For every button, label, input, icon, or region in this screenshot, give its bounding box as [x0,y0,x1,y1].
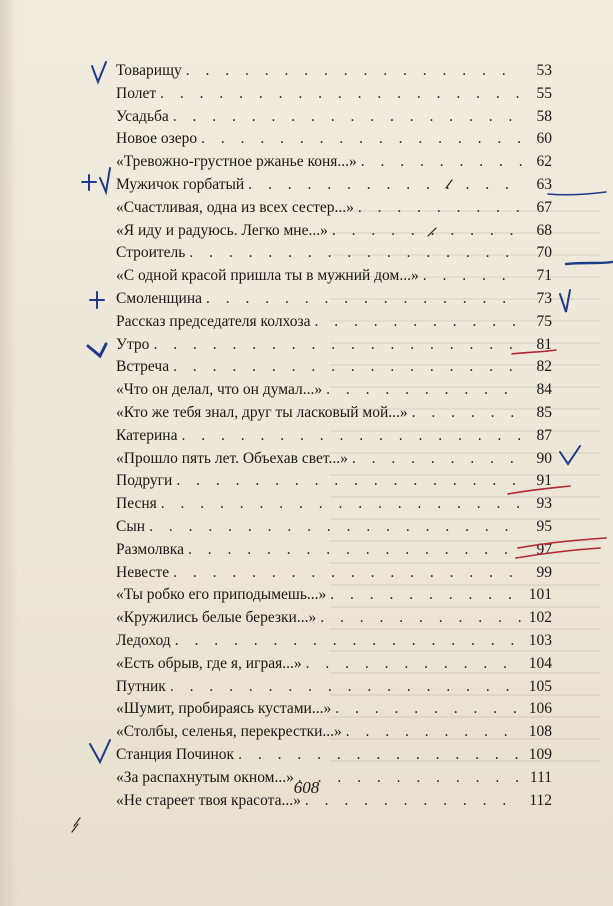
pencil-tick [72,818,80,832]
toc-entry-title: Утро [116,335,150,353]
toc-entry [116,265,552,288]
toc-entry [116,356,552,379]
dot-leader [361,151,522,174]
toc-entry-title: «Ты робко его приподымешь...» [116,586,327,604]
toc-entry [116,470,552,493]
toc-entry-title: Новое озеро [116,130,198,148]
toc-entry-title: Подруги [116,472,173,490]
toc-entry-page: 55 [536,84,552,102]
checkmark-icon [92,62,106,82]
dot-leader [332,220,522,243]
toc-entry [116,744,552,767]
toc-entry [116,539,552,562]
dot-leader [352,448,522,471]
toc-entry-page: 106 [528,700,552,718]
toc-entry [116,698,552,721]
toc-entry [116,288,552,311]
dot-leader [412,402,522,425]
toc-entry-title: Строитель [116,244,186,262]
toc-entry [116,448,552,471]
toc-entry-page: 95 [536,517,552,535]
toc-entry [116,493,552,516]
toc-entry-page: 90 [536,449,552,467]
toc-entry-page: 68 [536,221,552,239]
toc-entry-page: 82 [536,358,552,376]
toc-entry-page: 84 [536,381,552,399]
dot-leader [173,106,522,129]
toc-entry-page: 73 [536,289,552,307]
checkmark-icon [88,344,106,356]
dot-leader [335,698,522,721]
toc-entry-title: «Тревожно-грустное ржанье коня...» [116,153,357,171]
toc-entry [116,311,552,334]
dot-leader [314,311,522,334]
dot-leader [170,676,522,699]
dot-leader [175,630,522,653]
toc-entry [116,584,552,607]
toc-entry-page: 63 [536,175,552,193]
toc-entry-page: 81 [536,335,552,353]
toc-entry [116,174,552,197]
toc-entry-title: Полет [116,84,157,102]
toc-entry-page: 93 [536,495,552,513]
toc-entry [116,721,552,744]
toc-entry-page: 109 [528,745,552,763]
toc-entry [116,197,552,220]
toc-entry-page: 112 [529,791,552,809]
dot-leader [320,607,522,630]
toc-entry [116,60,552,83]
toc-entry [116,334,552,357]
dot-leader [176,470,522,493]
toc-entry-title: Встреча [116,358,170,376]
dot-leader [186,60,522,83]
toc-entry-page: 85 [536,403,552,421]
plus-icon [90,292,104,308]
dot-leader [330,584,522,607]
dot-leader [173,356,522,379]
toc-entry-title: Станция Починок [116,745,235,763]
toc-entry-title: Смоленщина [116,289,203,307]
toc-entry-page: 70 [536,244,552,262]
toc-entry-page: 103 [528,631,552,649]
toc-entry-title: Товарищу [116,62,182,79]
toc-entry-page: 99 [536,563,552,581]
toc-entry-title: «Не стареет твоя красота...» [116,791,301,809]
toc-entry [116,630,552,653]
dot-leader [160,83,522,106]
toc-entry [116,562,552,585]
toc-entry-page: 111 [529,768,552,786]
dot-leader [346,721,522,744]
toc-entry [116,402,552,425]
toc-entry-page: 108 [528,723,552,741]
toc-entry-page: 60 [536,130,552,148]
checkmark-icon [90,740,110,762]
dot-leader [358,197,522,220]
margin-line [548,192,606,195]
toc-entry-page: 58 [536,107,552,125]
toc-entry-title: «Есть обрыв, где я, играя...» [116,654,302,672]
table-of-contents [116,60,552,812]
dot-leader [153,334,522,357]
dot-leader [201,128,522,151]
toc-entry-title: «Столбы, селенья, перекрестки...» [116,723,342,741]
toc-entry-page: 102 [528,609,552,627]
toc-entry [116,425,552,448]
toc-entry-title: Невесте [116,563,170,581]
toc-entry [116,151,552,174]
toc-entry-page: 87 [536,426,552,444]
dot-leader [161,493,522,516]
dot-leader [188,539,522,562]
dot-leader [189,242,522,265]
toc-entry-title: «Я иду и радуюсь. Легко мне...» [116,221,328,239]
toc-entry-page: 105 [528,677,552,695]
toc-entry-page: 91 [536,472,552,490]
toc-entry-title: «С одной красой пришла ты в мужний дом...» [116,267,419,285]
toc-entry-page: 67 [536,198,552,216]
binding-shadow [0,0,18,906]
toc-entry-title: Рассказ председателя колхоза [116,312,311,330]
toc-entry-page: 71 [536,267,552,285]
toc-entry-page: 104 [528,654,552,672]
toc-entry [116,676,552,699]
toc-entry [116,607,552,630]
dot-leader [423,265,522,288]
toc-entry-page: 75 [536,312,552,330]
toc-entry-title: Песня [116,495,157,513]
dot-leader [173,562,522,585]
toc-entry [116,242,552,265]
page-number: 608 [293,778,320,797]
toc-entry-page: 97 [536,540,552,558]
toc-entry [116,83,552,106]
dot-leader [248,174,522,197]
toc-entry-title: «Прошло пять лет. Объехав свет...» [116,449,348,467]
toc-entry-title: «За распахнутым окном...» [116,768,294,786]
dot-leader [326,379,522,402]
toc-entry-title: Размолвка [116,540,184,558]
toc-entry [116,220,552,243]
dot-leader [182,425,523,448]
dot-leader [306,653,522,676]
toc-entry-title: «Что он делал, что он думал...» [116,381,323,399]
toc-entry-title: Сын [116,517,146,535]
dot-leader [206,288,522,311]
dot-leader [238,744,522,767]
toc-entry [116,128,552,151]
toc-entry-title: Путник [116,677,166,695]
toc-entry-title: Ледоход [116,631,171,649]
toc-entry-title: «Шумит, пробираясь кустами...» [116,700,332,718]
toc-entry-title: Мужичок горбатый [116,175,245,193]
plus-icon [82,175,96,190]
dot-leader [149,516,522,539]
toc-entry-page: 62 [536,153,552,171]
toc-entry-page: 53 [536,62,552,79]
toc-entry [116,653,552,676]
toc-entry-title: «Кто же тебя знал, друг ты ласковый мой...» [116,403,408,421]
toc-entry-title: «Счастливая, одна из всех сестер...» [116,198,354,216]
toc-entry-title: «Кружились белые березки...» [116,609,317,627]
toc-entry-page: 101 [528,586,552,604]
toc-entry [116,379,552,402]
checkmark-icon [100,168,110,192]
toc-entry [116,106,552,129]
toc-entry-title: Катерина [116,426,178,444]
toc-entry [116,516,552,539]
toc-entry-title: Усадьба [116,107,169,125]
